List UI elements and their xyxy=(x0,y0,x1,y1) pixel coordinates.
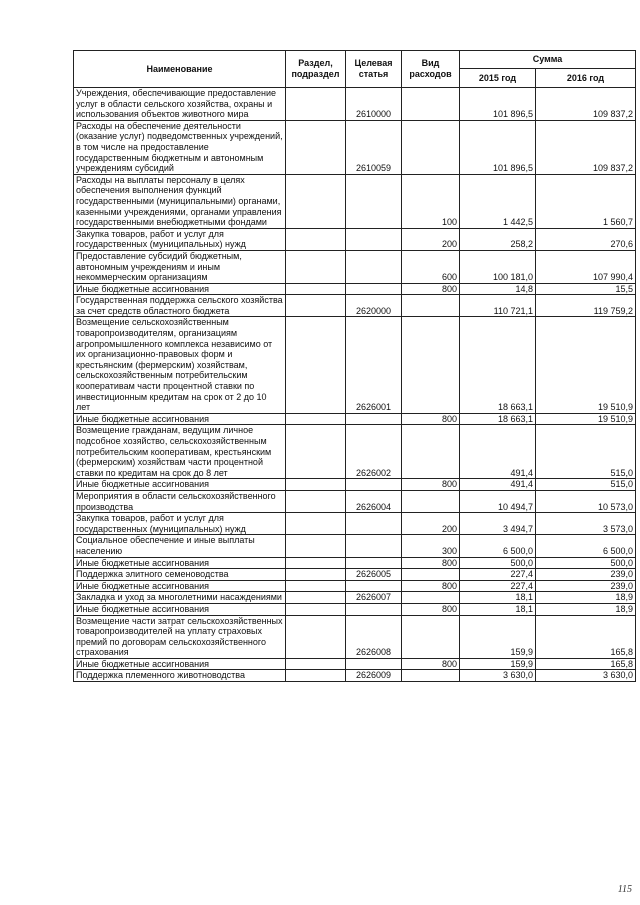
table-row xyxy=(74,283,636,295)
budget-table xyxy=(73,50,636,682)
row-name: Возмещение части затрат сельскохозяйственных товаропроизводителей на уплату страховых премий по договорам сельскохозяйственного страхования xyxy=(74,615,286,658)
row-sum-2016: 239,0 xyxy=(536,569,636,581)
page-number: 115 xyxy=(617,884,632,895)
row-target: 2626004 xyxy=(346,490,402,512)
row-section xyxy=(286,490,346,512)
row-target xyxy=(346,603,402,615)
header-section: Раздел, подраздел xyxy=(286,51,346,88)
table-row xyxy=(74,250,636,283)
row-target xyxy=(346,513,402,535)
table-row xyxy=(74,569,636,581)
row-section xyxy=(286,295,346,317)
row-target xyxy=(346,580,402,592)
table-body xyxy=(74,88,636,682)
row-target xyxy=(346,283,402,295)
row-section xyxy=(286,557,346,569)
row-sum-2015: 258,2 xyxy=(460,228,536,250)
row-sum-2016: 10 573,0 xyxy=(536,490,636,512)
header-2016: 2016 год xyxy=(536,69,636,88)
row-target: 2610059 xyxy=(346,120,402,174)
row-section xyxy=(286,535,346,557)
row-sum-2016: 19 510,9 xyxy=(536,413,636,425)
row-expense-type xyxy=(402,317,460,413)
row-sum-2015: 18,1 xyxy=(460,603,536,615)
row-sum-2016: 500,0 xyxy=(536,557,636,569)
table-row xyxy=(74,615,636,658)
row-sum-2015: 18,1 xyxy=(460,592,536,604)
row-name: Закупка товаров, работ и услуг для государственных (муниципальных) нужд xyxy=(74,228,286,250)
row-section xyxy=(286,283,346,295)
row-expense-type: 800 xyxy=(402,603,460,615)
row-section xyxy=(286,513,346,535)
row-sum-2015: 14,8 xyxy=(460,283,536,295)
row-sum-2016: 3 630,0 xyxy=(536,670,636,682)
row-target xyxy=(346,413,402,425)
row-section xyxy=(286,479,346,491)
row-target: 2626007 xyxy=(346,592,402,604)
table-row xyxy=(74,658,636,670)
row-sum-2015: 159,9 xyxy=(460,615,536,658)
row-sum-2015: 6 500,0 xyxy=(460,535,536,557)
row-target xyxy=(346,228,402,250)
row-name: Иные бюджетные ассигнования xyxy=(74,479,286,491)
row-name: Закладка и уход за многолетними насаждениями xyxy=(74,592,286,604)
row-section xyxy=(286,120,346,174)
table-row xyxy=(74,535,636,557)
table-row xyxy=(74,120,636,174)
row-section xyxy=(286,670,346,682)
row-name: Поддержка элитного семеноводства xyxy=(74,569,286,581)
row-name: Учреждения, обеспечивающие предоставление услуг в области сельского хозяйства, охраны и использования объектов животного мира xyxy=(74,88,286,121)
row-name: Расходы на обеспечение деятельности (оказание услуг) подведомственных учреждений, в том числе на предоставление государственным бюджетным и автономным учреждениям субсидий xyxy=(74,120,286,174)
row-target xyxy=(346,535,402,557)
row-expense-type xyxy=(402,592,460,604)
row-target xyxy=(346,250,402,283)
row-sum-2016: 6 500,0 xyxy=(536,535,636,557)
row-sum-2016: 107 990,4 xyxy=(536,250,636,283)
table-row xyxy=(74,490,636,512)
row-expense-type: 800 xyxy=(402,479,460,491)
row-name: Возмещение гражданам, ведущим личное подсобное хозяйство, сельскохозяйственным потребительским кооперативам, крестьянским (фермерским) хозяйствам части процентной ставки по кредитам на срок до 8 лет xyxy=(74,425,286,479)
row-section xyxy=(286,413,346,425)
row-sum-2016: 18,9 xyxy=(536,603,636,615)
row-sum-2016: 3 573,0 xyxy=(536,513,636,535)
row-expense-type: 100 xyxy=(402,174,460,228)
row-target: 2626005 xyxy=(346,569,402,581)
row-target: 2626002 xyxy=(346,425,402,479)
table-row xyxy=(74,295,636,317)
row-section xyxy=(286,658,346,670)
table-row xyxy=(74,670,636,682)
row-sum-2015: 10 494,7 xyxy=(460,490,536,512)
row-section xyxy=(286,615,346,658)
row-name: Закупка товаров, работ и услуг для государственных (муниципальных) нужд xyxy=(74,513,286,535)
table-row xyxy=(74,413,636,425)
table-row xyxy=(74,557,636,569)
header-target: Целевая статья xyxy=(346,51,402,88)
row-sum-2016: 165,8 xyxy=(536,615,636,658)
row-expense-type: 800 xyxy=(402,283,460,295)
row-target xyxy=(346,174,402,228)
row-target: 2620000 xyxy=(346,295,402,317)
row-sum-2015: 500,0 xyxy=(460,557,536,569)
row-sum-2015: 1 442,5 xyxy=(460,174,536,228)
row-expense-type xyxy=(402,120,460,174)
row-name: Иные бюджетные ассигнования xyxy=(74,283,286,295)
row-sum-2015: 491,4 xyxy=(460,479,536,491)
row-expense-type: 200 xyxy=(402,228,460,250)
row-expense-type xyxy=(402,569,460,581)
row-section xyxy=(286,592,346,604)
row-expense-type: 800 xyxy=(402,658,460,670)
row-expense-type xyxy=(402,615,460,658)
row-sum-2016: 1 560,7 xyxy=(536,174,636,228)
table-row xyxy=(74,580,636,592)
row-sum-2016: 165,8 xyxy=(536,658,636,670)
row-sum-2016: 270,6 xyxy=(536,228,636,250)
table-row xyxy=(74,228,636,250)
row-name: Иные бюджетные ассигнования xyxy=(74,580,286,592)
row-section xyxy=(286,174,346,228)
row-name: Мероприятия в области сельскохозяйственного производства xyxy=(74,490,286,512)
row-sum-2015: 3 630,0 xyxy=(460,670,536,682)
row-expense-type: 200 xyxy=(402,513,460,535)
row-sum-2016: 119 759,2 xyxy=(536,295,636,317)
row-sum-2015: 100 181,0 xyxy=(460,250,536,283)
row-sum-2015: 18 663,1 xyxy=(460,413,536,425)
table-row xyxy=(74,592,636,604)
row-target xyxy=(346,557,402,569)
row-sum-2016: 515,0 xyxy=(536,425,636,479)
row-expense-type: 800 xyxy=(402,557,460,569)
row-name: Социальное обеспечение и иные выплаты населению xyxy=(74,535,286,557)
row-name: Расходы на выплаты персоналу в целях обеспечения выполнения функций государственными (муниципальными) органами, казенными учреждениями, органами управления государственными внебюджетными фондами xyxy=(74,174,286,228)
row-expense-type xyxy=(402,490,460,512)
row-section xyxy=(286,425,346,479)
row-sum-2016: 15,5 xyxy=(536,283,636,295)
table-row xyxy=(74,479,636,491)
table-row xyxy=(74,174,636,228)
row-section xyxy=(286,250,346,283)
row-name: Поддержка племенного животноводства xyxy=(74,670,286,682)
row-sum-2015: 227,4 xyxy=(460,569,536,581)
row-name: Иные бюджетные ассигнования xyxy=(74,413,286,425)
row-name: Предоставление субсидий бюджетным, автономным учреждениям и иным некоммерческим организациям xyxy=(74,250,286,283)
row-sum-2016: 18,9 xyxy=(536,592,636,604)
row-name: Иные бюджетные ассигнования xyxy=(74,603,286,615)
row-sum-2015: 491,4 xyxy=(460,425,536,479)
row-sum-2015: 101 896,5 xyxy=(460,120,536,174)
row-target xyxy=(346,658,402,670)
row-expense-type: 300 xyxy=(402,535,460,557)
row-sum-2016: 109 837,2 xyxy=(536,120,636,174)
row-expense-type: 600 xyxy=(402,250,460,283)
row-sum-2015: 227,4 xyxy=(460,580,536,592)
row-expense-type xyxy=(402,88,460,121)
row-section xyxy=(286,317,346,413)
row-expense-type: 800 xyxy=(402,413,460,425)
header-name: Наименование xyxy=(74,51,286,88)
table-row xyxy=(74,88,636,121)
row-sum-2016: 19 510,9 xyxy=(536,317,636,413)
row-target xyxy=(346,479,402,491)
row-expense-type: 800 xyxy=(402,580,460,592)
row-section xyxy=(286,228,346,250)
row-expense-type xyxy=(402,670,460,682)
row-section xyxy=(286,603,346,615)
row-sum-2015: 18 663,1 xyxy=(460,317,536,413)
row-section xyxy=(286,88,346,121)
row-sum-2015: 3 494,7 xyxy=(460,513,536,535)
row-sum-2015: 101 896,5 xyxy=(460,88,536,121)
table-row xyxy=(74,513,636,535)
row-sum-2015: 110 721,1 xyxy=(460,295,536,317)
row-target: 2626008 xyxy=(346,615,402,658)
row-target: 2626001 xyxy=(346,317,402,413)
row-expense-type xyxy=(402,425,460,479)
header-2015: 2015 год xyxy=(460,69,536,88)
row-target: 2610000 xyxy=(346,88,402,121)
row-name: Государственная поддержка сельского хозяйства за счет средств областного бюджета xyxy=(74,295,286,317)
table-row xyxy=(74,425,636,479)
row-name: Иные бюджетные ассигнования xyxy=(74,658,286,670)
row-section xyxy=(286,569,346,581)
row-sum-2016: 515,0 xyxy=(536,479,636,491)
header-type: Вид расходов xyxy=(402,51,460,88)
row-target: 2626009 xyxy=(346,670,402,682)
row-section xyxy=(286,580,346,592)
header-sum: Сумма xyxy=(460,51,636,69)
row-sum-2016: 239,0 xyxy=(536,580,636,592)
row-sum-2016: 109 837,2 xyxy=(536,88,636,121)
row-sum-2015: 159,9 xyxy=(460,658,536,670)
table-row xyxy=(74,603,636,615)
row-name: Возмещение сельскохозяйственным товаропроизводителям, организациям агропромышленного комплекса независимо от их организационно-правовых форм и крестьянским (фермерским) хозяйствам, сельскохозяйственным потребительским кооперативам части процентной ставки по инвестиционным кредитам на срок от 2 до 10 лет xyxy=(74,317,286,413)
table-row xyxy=(74,317,636,413)
row-name: Иные бюджетные ассигнования xyxy=(74,557,286,569)
row-expense-type xyxy=(402,295,460,317)
